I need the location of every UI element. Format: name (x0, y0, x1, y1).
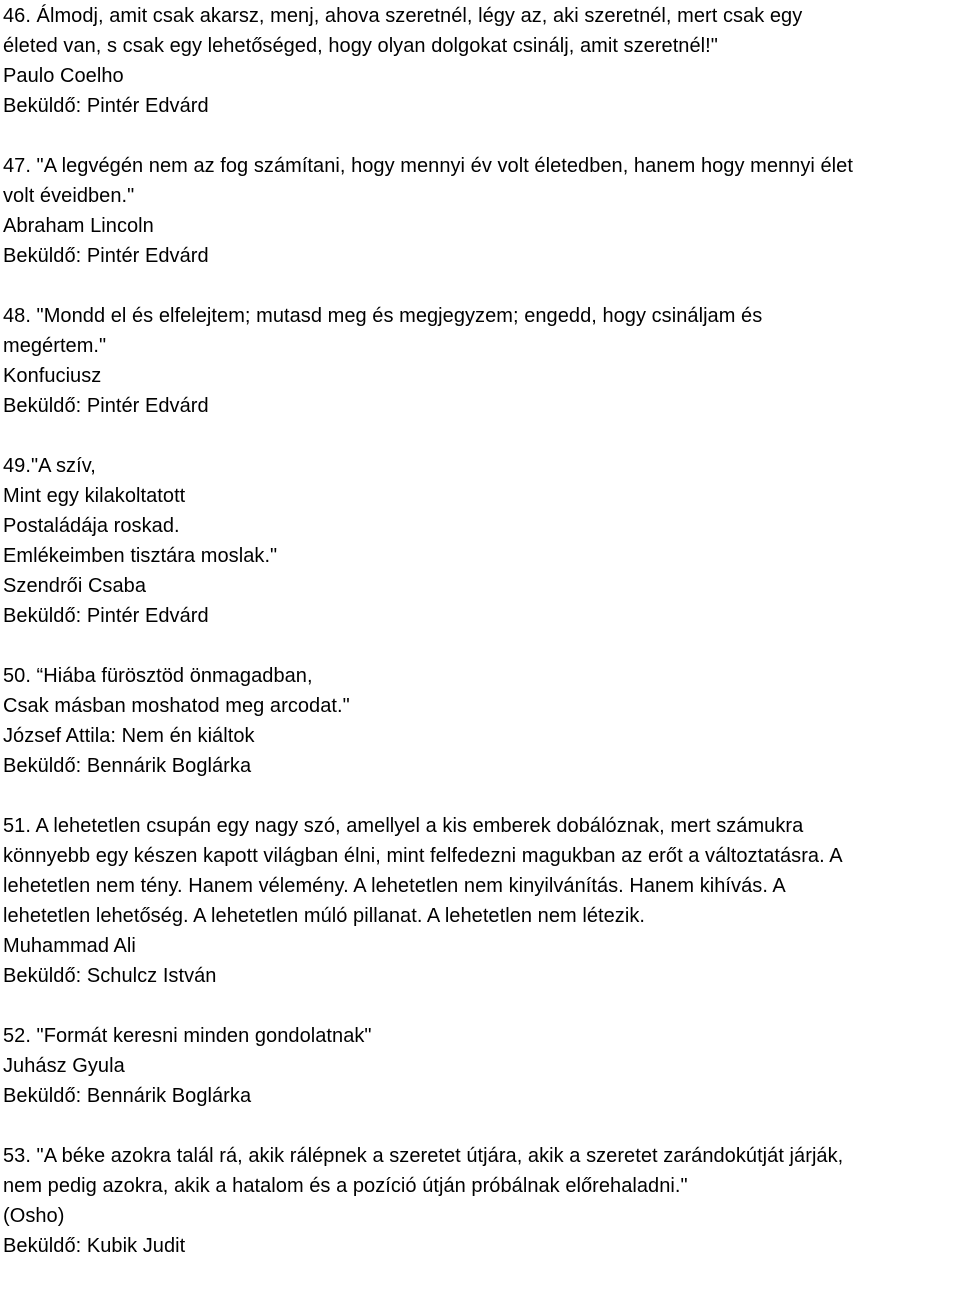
quote-text-line: Mint egy kilakoltatott (3, 485, 186, 507)
quote-entry-47 (3, 151, 958, 271)
quote-text-line: 50. “Hiába fürösztöd önmagadban, (3, 665, 313, 687)
document-page (3, 0, 958, 1291)
quote-text-line: Emlékeimben tisztára moslak." (3, 545, 278, 567)
quote-submitter: Beküldő: Pintér Edvárd (3, 95, 209, 117)
quote-text-line: könnyebb egy készen kapott világban élni, mint felfedezni magukban az erőt a változtatásra. A (3, 845, 843, 867)
quote-submitter: Beküldő: Pintér Edvárd (3, 245, 209, 267)
quote-text-line: 46. Álmodj, amit csak akarsz, menj, ahova szeretnél, légy az, aki szeretnél, mert csak egy (3, 5, 803, 27)
quote-entry-52 (3, 1021, 958, 1111)
quote-submitter: Beküldő: Pintér Edvárd (3, 395, 209, 417)
quote-text-line: nem pedig azokra, akik a hatalom és a pozíció útján próbálnak előrehaladni." (3, 1175, 688, 1197)
quote-author: Paulo Coelho (3, 65, 124, 87)
quote-author: (Osho) (3, 1205, 65, 1227)
quote-entry-50 (3, 661, 958, 781)
quote-entry-48 (3, 301, 958, 421)
quote-text-line: 49."A szív, (3, 455, 96, 477)
quote-text-line: életed van, s csak egy lehetőséged, hogy olyan dolgokat csinálj, amit szeretnél!" (3, 35, 718, 57)
quote-text-line: 52. "Formát keresni minden gondolatnak" (3, 1025, 372, 1047)
quote-text-line: lehetetlen lehetőség. A lehetetlen múló pillanat. A lehetetlen nem létezik. (3, 905, 645, 927)
quote-author: Abraham Lincoln (3, 215, 154, 237)
quote-text-line: megértem." (3, 335, 107, 357)
quote-text-line: 53. "A béke azokra talál rá, akik rálépnek a szeretet útjára, akik a szeretet zarándokútját járják, (3, 1145, 844, 1167)
quote-author: Szendrői Csaba (3, 575, 147, 597)
quote-text-line: 47. "A legvégén nem az fog számítani, hogy mennyi év volt életedben, hanem hogy mennyi élet (3, 155, 853, 177)
quote-author: Konfuciusz (3, 365, 102, 387)
quote-submitter: Beküldő: Bennárik Boglárka (3, 1085, 252, 1107)
quote-submitter: Beküldő: Kubik Judit (3, 1235, 186, 1257)
quote-text-line: volt éveidben." (3, 185, 135, 207)
quote-text-line: 48. "Mondd el és elfelejtem; mutasd meg és megjegyzem; engedd, hogy csináljam és (3, 305, 763, 327)
quote-text-line: lehetetlen nem tény. Hanem vélemény. A lehetetlen nem kinyilvánítás. Hanem kihívás. A (3, 875, 786, 897)
quote-entry-46 (3, 1, 958, 121)
quote-text-line: Postaládája roskad. (3, 515, 180, 537)
quote-text-line: 51. A lehetetlen csupán egy nagy szó, amellyel a kis emberek dobálóznak, mert számukra (3, 815, 804, 837)
quote-submitter: Beküldő: Bennárik Boglárka (3, 755, 252, 777)
quote-author: József Attila: Nem én kiáltok (3, 725, 255, 747)
quote-author: Muhammad Ali (3, 935, 136, 957)
quote-author: Juhász Gyula (3, 1055, 125, 1077)
quote-entry-51 (3, 811, 958, 991)
quote-text-line: Csak másban moshatod meg arcodat." (3, 695, 350, 717)
quote-submitter: Beküldő: Schulcz István (3, 965, 217, 987)
quote-entry-49 (3, 451, 958, 631)
quote-entry-53 (3, 1141, 958, 1261)
quote-submitter: Beküldő: Pintér Edvárd (3, 605, 209, 627)
